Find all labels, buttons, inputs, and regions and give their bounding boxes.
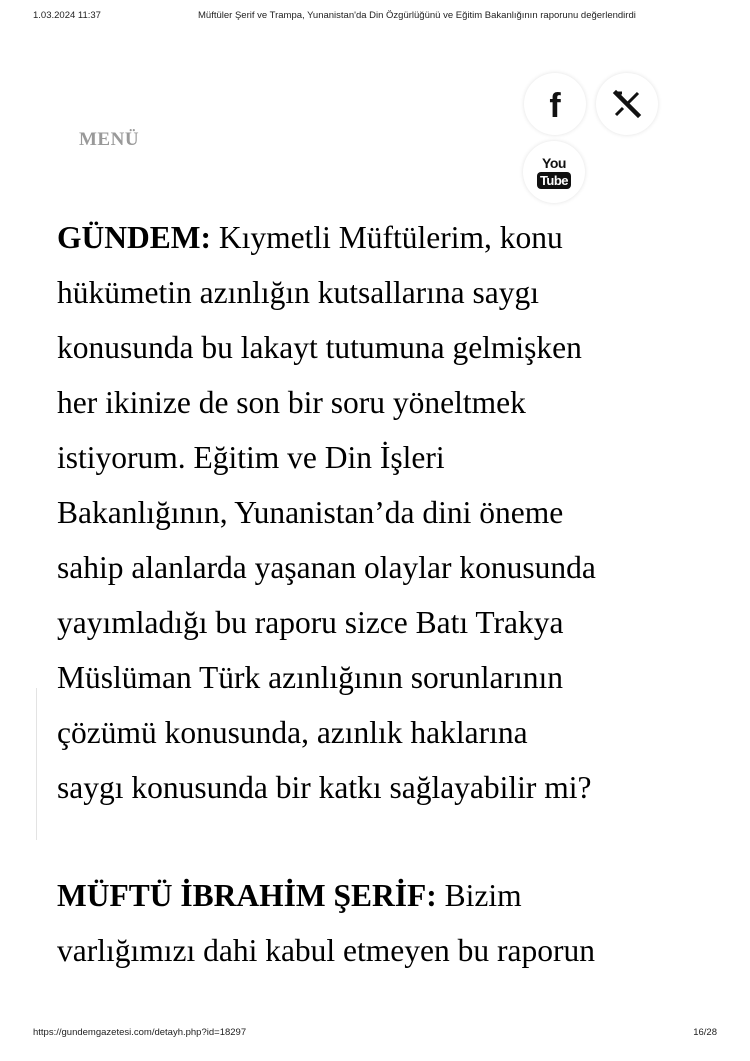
speaker-label: MÜFTÜ İBRAHİM ŞERİF: [57,878,437,913]
article-line: konusunda bu lakayt tutumuna gelmişken [57,330,582,365]
facebook-link[interactable] [524,73,586,135]
youtube-icon-bottom-text: Tube [537,172,571,189]
facebook-icon: f [549,87,561,125]
article-line: sahip alanlarda yaşanan olaylar konusunda [57,550,596,585]
article-line: Bakanlığının, Yunanistan’da dini öneme [57,495,564,530]
print-url: https://gundemgazetesi.com/detayh.php?id=18297 [33,1027,247,1038]
divider [36,688,37,840]
x-link[interactable] [596,73,658,135]
speaker-label: GÜNDEM: [57,220,211,255]
article-text: Bizim [436,878,522,913]
youtube-icon-top-text: You [542,154,566,171]
article-line: varlığımızı dahi kabul etmeyen bu raporun [57,933,595,968]
print-datetime: 1.03.2024 11:37 [33,10,101,21]
youtube-icon [537,156,571,189]
article-line: hükümetin azınlığın kutsallarına saygı [57,275,540,310]
article-text: Kıymetli Müftülerim, konu [210,220,563,255]
article-body [57,210,717,978]
print-page-number: 16/28 [693,1027,717,1038]
article-line [57,868,717,923]
print-header [33,10,717,26]
article-line: her ikinize de son bir soru yöneltmek [57,385,526,420]
youtube-link[interactable] [523,141,585,203]
article-line: yayımladığı bu raporu sizce Batı Trakya [57,605,564,640]
print-page-title: Müftüler Şerif ve Trampa, Yunanistan'da Din Özgürlüğünü ve Eğitim Bakanlığının raporunu değerlendirdi [198,10,636,21]
article-line: Müslüman Türk azınlığının sorunlarının [57,660,563,695]
x-icon [612,89,642,119]
article-line: çözümü konusunda, azınlık haklarına [57,715,528,750]
article-line [57,210,717,265]
menu-button[interactable]: MENÜ [79,129,140,150]
print-footer [33,1027,717,1041]
article-paragraph [57,868,717,978]
article-paragraph [57,210,717,815]
article-line: istiyorum. Eğitim ve Din İşleri [57,440,445,475]
article-line: saygı konusunda bir katkı sağlayabilir mi? [57,770,592,805]
